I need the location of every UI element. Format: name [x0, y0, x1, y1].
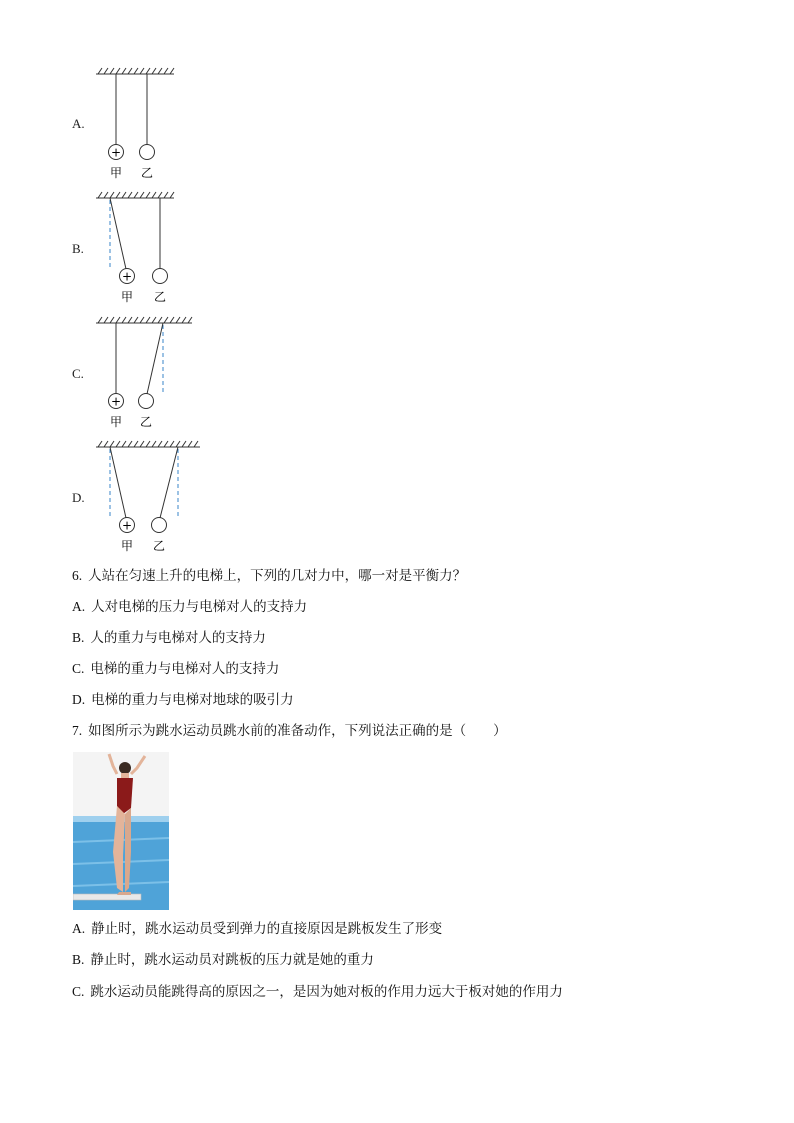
label-jia: 甲: [109, 166, 123, 180]
option-text: 静止时，跳水运动员受到弹力的直接原因是跳板发生了形变: [91, 921, 443, 937]
ceiling-hatch: [96, 441, 200, 447]
q6-option-b: [72, 629, 266, 647]
ball-yi: [152, 518, 167, 533]
option-letter: C.: [72, 661, 85, 676]
option-a-letter: A.: [72, 116, 85, 131]
label-yi: 乙: [153, 290, 167, 304]
label-jia: 甲: [120, 539, 134, 553]
label-yi: 乙: [152, 539, 166, 553]
option-c-letter: C.: [72, 366, 84, 381]
question-7: [72, 722, 507, 740]
ball-yi: [139, 394, 154, 409]
label-jia: 甲: [109, 415, 123, 429]
q7-option-b: [72, 951, 374, 969]
q6-option-d: [72, 691, 294, 709]
question-text: 人站在匀速上升的电梯上，下列的几对力中，哪一对是平衡力？: [88, 568, 467, 584]
q7-option-c: [72, 983, 563, 1001]
label-jia: 甲: [120, 290, 134, 304]
ball-yi: [153, 269, 168, 284]
diver-photo: [73, 752, 169, 910]
q7-option-a: [72, 920, 442, 938]
option-letter: A.: [72, 921, 86, 936]
ball-jia-sign: +: [121, 269, 133, 284]
string-yi: [147, 323, 163, 394]
ceiling-hatch: [96, 68, 174, 74]
option-d-letter: D.: [72, 490, 85, 505]
ball-jia-sign: +: [110, 394, 122, 409]
option-letter: C.: [72, 984, 85, 999]
string-jia: [110, 198, 126, 269]
question-6: [72, 567, 466, 585]
option-letter: B.: [72, 952, 85, 967]
option-letter: A.: [72, 599, 86, 614]
question-number: 6.: [72, 568, 83, 583]
ceiling-hatch: [96, 192, 174, 198]
ball-jia-sign: +: [110, 145, 122, 160]
ball-yi: [140, 145, 155, 160]
option-letter: D.: [72, 692, 86, 707]
option-text: 电梯的重力与电梯对地球的吸引力: [91, 692, 294, 708]
question-text: 如图所示为跳水运动员跳水前的准备动作，下列说法正确的是（ ）: [88, 723, 507, 739]
label-yi: 乙: [139, 415, 153, 429]
diagram-a: [92, 62, 192, 182]
q6-option-a: [72, 598, 307, 616]
option-text: 跳水运动员能跳得高的原因之一，是因为她对板的作用力远大于板对她的作用力: [90, 984, 563, 1000]
diagram-b: [92, 186, 192, 306]
option-text: 人对电梯的压力与电梯对人的支持力: [91, 599, 308, 615]
option-text: 电梯的重力与电梯对人的支持力: [90, 661, 280, 677]
ceiling-hatch: [96, 317, 192, 323]
string-jia: [110, 447, 126, 518]
option-text: 静止时，跳水运动员对跳板的压力就是她的重力: [90, 952, 374, 968]
diagram-c: [92, 311, 202, 431]
option-b-letter: B.: [72, 241, 84, 256]
question-number: 7.: [72, 723, 83, 738]
diagram-d: [92, 435, 207, 555]
option-text: 人的重力与电梯对人的支持力: [90, 630, 266, 646]
string-yi: [160, 447, 178, 518]
ball-jia-sign: +: [121, 518, 133, 533]
label-yi: 乙: [140, 166, 154, 180]
option-letter: B.: [72, 630, 85, 645]
q6-option-c: [72, 660, 279, 678]
